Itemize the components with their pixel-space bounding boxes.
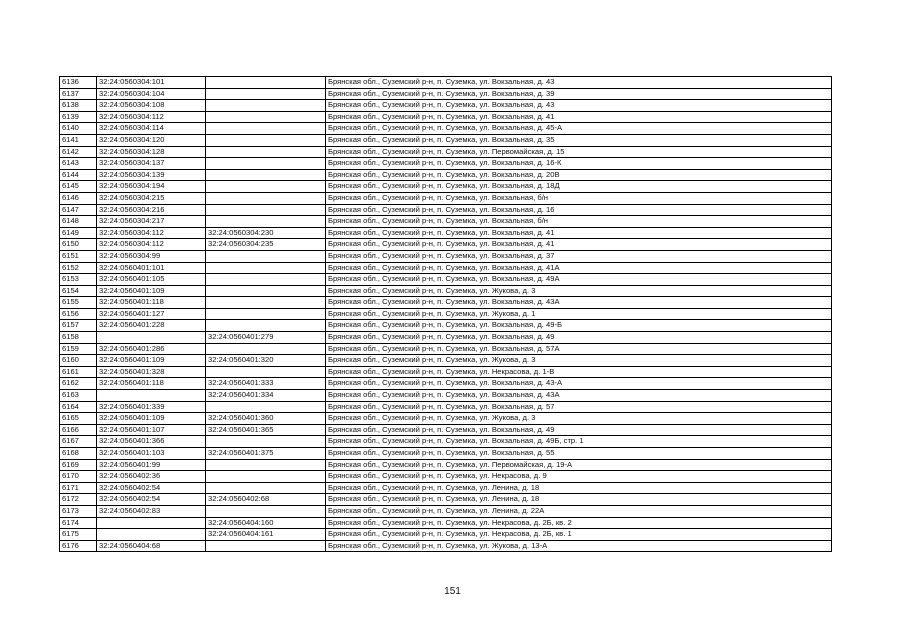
row-number-cell: 6145 [60, 181, 97, 193]
cadastral-number-cell: 32:24:0560304:128 [97, 146, 206, 158]
cadastral-number-2-cell [206, 146, 326, 158]
table-row [60, 436, 832, 448]
address-cell: Брянская обл., Суземский р-н, п. Суземка, ул. Вокзальная, д. 35 [326, 134, 832, 146]
row-number-cell: 6165 [60, 413, 97, 425]
table-row [60, 285, 832, 297]
address-cell: Брянская обл., Суземский р-н, п. Суземка, ул. Вокзальная, д. 49Б, стр. 1 [326, 436, 832, 448]
address-cell: Брянская обл., Суземский р-н, п. Суземка, ул. Вокзальная, д. 49-Б [326, 320, 832, 332]
address-cell: Брянская обл., Суземский р-н, п. Суземка, ул. Вокзальная, д. 41 [326, 227, 832, 239]
row-number-cell: 6161 [60, 366, 97, 378]
table-row [60, 378, 832, 390]
table-row [60, 169, 832, 181]
table-row [60, 448, 832, 460]
table-row [60, 529, 832, 541]
cadastral-number-cell: 32:24:0560304:137 [97, 158, 206, 170]
table-row [60, 274, 832, 286]
row-number-cell: 6156 [60, 308, 97, 320]
row-number-cell: 6167 [60, 436, 97, 448]
address-cell: Брянская обл., Суземский р-н, п. Суземка, ул. Вокзальная, д. 43-А [326, 378, 832, 390]
cadastral-number-2-cell [206, 262, 326, 274]
cadastral-number-cell: 32:24:0560401:109 [97, 413, 206, 425]
table-row [60, 204, 832, 216]
cadastral-number-2-cell [206, 88, 326, 100]
address-cell: Брянская обл., Суземский р-н, п. Суземка, ул. Вокзальная, д. 49 [326, 332, 832, 344]
table-row [60, 494, 832, 506]
row-number-cell: 6153 [60, 274, 97, 286]
cadastral-number-2-cell: 32:24:0560304:230 [206, 227, 326, 239]
row-number-cell: 6138 [60, 100, 97, 112]
row-number-cell: 6142 [60, 146, 97, 158]
cadastral-number-2-cell [206, 158, 326, 170]
address-cell: Брянская обл., Суземский р-н, п. Суземка, ул. Жукова, д. 3 [326, 355, 832, 367]
address-cell: Брянская обл., Суземский р-н, п. Суземка, ул. Первомайская, д. 15 [326, 146, 832, 158]
table-row [60, 343, 832, 355]
row-number-cell: 6157 [60, 320, 97, 332]
cadastral-number-2-cell [206, 482, 326, 494]
row-number-cell: 6160 [60, 355, 97, 367]
cadastral-number-2-cell [206, 134, 326, 146]
row-number-cell: 6170 [60, 471, 97, 483]
address-cell: Брянская обл., Суземский р-н, п. Суземка, ул. Ленина, д. 18 [326, 494, 832, 506]
address-cell: Брянская обл., Суземский р-н, п. Суземка, ул. Некрасова, д. 2Б, кв. 2 [326, 517, 832, 529]
cadastral-number-2-cell [206, 343, 326, 355]
row-number-cell: 6144 [60, 169, 97, 181]
cadastral-number-cell [97, 517, 206, 529]
row-number-cell: 6159 [60, 343, 97, 355]
row-number-cell: 6151 [60, 250, 97, 262]
table-row [60, 390, 832, 402]
table-row [60, 239, 832, 251]
table-row [60, 540, 832, 552]
cadastral-number-cell: 32:24:0560404:68 [97, 540, 206, 552]
table-row [60, 482, 832, 494]
address-cell: Брянская обл., Суземский р-н, п. Суземка, ул. Некрасова, д. 2Б, кв. 1 [326, 529, 832, 541]
cadastral-number-2-cell: 32:24:0560401:333 [206, 378, 326, 390]
table-row [60, 123, 832, 135]
cadastral-number-2-cell: 32:24:0560401:375 [206, 448, 326, 460]
address-cell: Брянская обл., Суземский р-н, п. Суземка, ул. Вокзальная, д. 16 [326, 204, 832, 216]
table-row [60, 146, 832, 158]
cadastral-number-cell: 32:24:0560401:99 [97, 459, 206, 471]
cadastral-number-cell: 32:24:0560304:139 [97, 169, 206, 181]
table-row [60, 366, 832, 378]
cadastral-number-2-cell: 32:24:0560404:160 [206, 517, 326, 529]
address-cell: Брянская обл., Суземский р-н, п. Суземка, ул. Некрасова, д. 9 [326, 471, 832, 483]
row-number-cell: 6143 [60, 158, 97, 170]
table-row [60, 320, 832, 332]
cadastral-number-cell: 32:24:0560402:83 [97, 505, 206, 517]
row-number-cell: 6137 [60, 88, 97, 100]
cadastral-number-cell: 32:24:0560304:112 [97, 111, 206, 123]
cadastral-number-2-cell [206, 204, 326, 216]
cadastral-number-2-cell [206, 505, 326, 517]
table-row [60, 192, 832, 204]
cadastral-number-2-cell: 32:24:0560401:365 [206, 424, 326, 436]
cadastral-number-cell: 32:24:0560401:339 [97, 401, 206, 413]
table-row [60, 424, 832, 436]
address-cell: Брянская обл., Суземский р-н, п. Суземка, ул. Ленина, д. 18 [326, 482, 832, 494]
row-number-cell: 6168 [60, 448, 97, 460]
cadastral-number-2-cell [206, 250, 326, 262]
row-number-cell: 6146 [60, 192, 97, 204]
cadastral-number-2-cell [206, 308, 326, 320]
row-number-cell: 6139 [60, 111, 97, 123]
table-row [60, 227, 832, 239]
row-number-cell: 6149 [60, 227, 97, 239]
cadastral-number-2-cell: 32:24:0560401:334 [206, 390, 326, 402]
address-cell: Брянская обл., Суземский р-н, п. Суземка, ул. Вокзальная, д. 41А [326, 262, 832, 274]
cadastral-number-2-cell [206, 471, 326, 483]
cadastral-number-cell: 32:24:0560401:103 [97, 448, 206, 460]
cadastral-number-2-cell [206, 111, 326, 123]
cadastral-number-cell: 32:24:0560304:120 [97, 134, 206, 146]
cadastral-number-cell: 32:24:0560401:328 [97, 366, 206, 378]
cadastral-number-cell: 32:24:0560401:366 [97, 436, 206, 448]
address-cell: Брянская обл., Суземский р-н, п. Суземка, ул. Вокзальная, д. 16-К [326, 158, 832, 170]
row-number-cell: 6174 [60, 517, 97, 529]
address-cell: Брянская обл., Суземский р-н, п. Суземка, ул. Ленина, д. 22А [326, 505, 832, 517]
address-cell: Брянская обл., Суземский р-н, п. Суземка, ул. Жукова, д. 13-А [326, 540, 832, 552]
cadastral-number-cell [97, 390, 206, 402]
registry-table [59, 76, 832, 552]
address-cell: Брянская обл., Суземский р-н, п. Суземка, ул. Вокзальная, д. 41 [326, 239, 832, 251]
row-number-cell: 6141 [60, 134, 97, 146]
cadastral-number-cell: 32:24:0560304:108 [97, 100, 206, 112]
table-row [60, 134, 832, 146]
row-number-cell: 6154 [60, 285, 97, 297]
table-row [60, 401, 832, 413]
cadastral-number-2-cell [206, 285, 326, 297]
table-row [60, 413, 832, 425]
cadastral-number-2-cell [206, 77, 326, 89]
row-number-cell: 6152 [60, 262, 97, 274]
table-row [60, 181, 832, 193]
cadastral-number-2-cell: 32:24:0560401:360 [206, 413, 326, 425]
cadastral-number-2-cell [206, 169, 326, 181]
row-number-cell: 6140 [60, 123, 97, 135]
address-cell: Брянская обл., Суземский р-н, п. Суземка, ул. Вокзальная, д. 49А [326, 274, 832, 286]
table-row [60, 77, 832, 89]
cadastral-number-cell: 32:24:0560304:104 [97, 88, 206, 100]
cadastral-number-cell: 32:24:0560401:105 [97, 274, 206, 286]
cadastral-number-2-cell [206, 181, 326, 193]
cadastral-number-2-cell [206, 436, 326, 448]
cadastral-number-cell: 32:24:0560402:54 [97, 494, 206, 506]
address-cell: Брянская обл., Суземский р-н, п. Суземка, ул. Вокзальная, д. 37 [326, 250, 832, 262]
address-cell: Брянская обл., Суземский р-н, п. Суземка, ул. Жукова, д. 3 [326, 413, 832, 425]
cadastral-number-cell: 32:24:0560304:99 [97, 250, 206, 262]
table-row [60, 505, 832, 517]
cadastral-number-cell: 32:24:0560401:109 [97, 285, 206, 297]
row-number-cell: 6176 [60, 540, 97, 552]
table-row [60, 332, 832, 344]
cadastral-number-2-cell [206, 192, 326, 204]
address-cell: Брянская обл., Суземский р-н, п. Суземка, ул. Вокзальная, д. 57А [326, 343, 832, 355]
cadastral-number-cell: 32:24:0560401:107 [97, 424, 206, 436]
address-cell: Брянская обл., Суземский р-н, п. Суземка, ул. Жукова, д. 3 [326, 285, 832, 297]
address-cell: Брянская обл., Суземский р-н, п. Суземка, ул. Жукова, д. 1 [326, 308, 832, 320]
table-row [60, 308, 832, 320]
address-cell: Брянская обл., Суземский р-н, п. Суземка, ул. Некрасова, д. 1-В [326, 366, 832, 378]
row-number-cell: 6136 [60, 77, 97, 89]
row-number-cell: 6147 [60, 204, 97, 216]
address-cell: Брянская обл., Суземский р-н, п. Суземка, ул. Вокзальная, д. 45-А [326, 123, 832, 135]
row-number-cell: 6164 [60, 401, 97, 413]
table-row [60, 100, 832, 112]
address-cell: Брянская обл., Суземский р-н, п. Суземка, ул. Вокзальная, д. 39 [326, 88, 832, 100]
cadastral-number-2-cell [206, 366, 326, 378]
page-number: 151 [444, 586, 461, 597]
table-row [60, 88, 832, 100]
row-number-cell: 6175 [60, 529, 97, 541]
cadastral-number-cell: 32:24:0560304:112 [97, 239, 206, 251]
cadastral-number-2-cell [206, 100, 326, 112]
address-cell: Брянская обл., Суземский р-н, п. Суземка, ул. Вокзальная, д. 41 [326, 111, 832, 123]
row-number-cell: 6150 [60, 239, 97, 251]
cadastral-number-2-cell [206, 459, 326, 471]
table-row [60, 262, 832, 274]
cadastral-number-2-cell: 32:24:0560401:279 [206, 332, 326, 344]
address-cell: Брянская обл., Суземский р-н, п. Суземка, ул. Вокзальная, д. 49 [326, 424, 832, 436]
cadastral-number-cell: 32:24:0560401:109 [97, 355, 206, 367]
registry-table-body [60, 77, 832, 552]
cadastral-number-cell: 32:24:0560402:54 [97, 482, 206, 494]
cadastral-number-cell: 32:24:0560304:194 [97, 181, 206, 193]
address-cell: Брянская обл., Суземский р-н, п. Суземка, ул. Вокзальная, д. 43 [326, 77, 832, 89]
cadastral-number-cell: 32:24:0560401:228 [97, 320, 206, 332]
cadastral-number-cell: 32:24:0560401:118 [97, 378, 206, 390]
table-row [60, 158, 832, 170]
cadastral-number-cell [97, 529, 206, 541]
row-number-cell: 6173 [60, 505, 97, 517]
table-row [60, 355, 832, 367]
table-row [60, 471, 832, 483]
address-cell: Брянская обл., Суземский р-н, п. Суземка, ул. Вокзальная, д. 43А [326, 390, 832, 402]
row-number-cell: 6162 [60, 378, 97, 390]
table-row [60, 459, 832, 471]
address-cell: Брянская обл., Суземский р-н, п. Суземка, ул. Вокзальная, д. 20В [326, 169, 832, 181]
table-row [60, 250, 832, 262]
table-row [60, 216, 832, 228]
cadastral-number-cell [97, 332, 206, 344]
address-cell: Брянская обл., Суземский р-н, п. Суземка, ул. Вокзальная, д. 43 [326, 100, 832, 112]
cadastral-number-2-cell: 32:24:0560402:68 [206, 494, 326, 506]
cadastral-number-cell: 32:24:0560304:112 [97, 227, 206, 239]
cadastral-number-2-cell: 32:24:0560304:235 [206, 239, 326, 251]
cadastral-number-2-cell: 32:24:0560401:320 [206, 355, 326, 367]
cadastral-number-cell: 32:24:0560401:286 [97, 343, 206, 355]
address-cell: Брянская обл., Суземский р-н, п. Суземка, ул. Вокзальная, д. 43А [326, 297, 832, 309]
cadastral-number-cell: 32:24:0560401:101 [97, 262, 206, 274]
cadastral-number-2-cell [206, 401, 326, 413]
table-row [60, 111, 832, 123]
cadastral-number-2-cell [206, 297, 326, 309]
row-number-cell: 6171 [60, 482, 97, 494]
cadastral-number-2-cell [206, 274, 326, 286]
cadastral-number-2-cell [206, 216, 326, 228]
cadastral-number-cell: 32:24:0560401:118 [97, 297, 206, 309]
row-number-cell: 6163 [60, 390, 97, 402]
table-row [60, 517, 832, 529]
row-number-cell: 6166 [60, 424, 97, 436]
address-cell: Брянская обл., Суземский р-н, п. Суземка, ул. Первомайская, д. 19-А [326, 459, 832, 471]
row-number-cell: 6148 [60, 216, 97, 228]
row-number-cell: 6169 [60, 459, 97, 471]
cadastral-number-cell: 32:24:0560304:216 [97, 204, 206, 216]
cadastral-number-2-cell [206, 540, 326, 552]
cadastral-number-2-cell: 32:24:0560404:161 [206, 529, 326, 541]
row-number-cell: 6158 [60, 332, 97, 344]
cadastral-number-cell: 32:24:0560402:36 [97, 471, 206, 483]
cadastral-number-2-cell [206, 320, 326, 332]
table-row [60, 297, 832, 309]
address-cell: Брянская обл., Суземский р-н, п. Суземка, ул. Вокзальная, б/н [326, 192, 832, 204]
row-number-cell: 6155 [60, 297, 97, 309]
cadastral-number-cell: 32:24:0560304:215 [97, 192, 206, 204]
cadastral-number-cell: 32:24:0560401:127 [97, 308, 206, 320]
row-number-cell: 6172 [60, 494, 97, 506]
cadastral-number-cell: 32:24:0560304:217 [97, 216, 206, 228]
cadastral-number-cell: 32:24:0560304:114 [97, 123, 206, 135]
address-cell: Брянская обл., Суземский р-н, п. Суземка, ул. Вокзальная, д. 55 [326, 448, 832, 460]
address-cell: Брянская обл., Суземский р-н, п. Суземка, ул. Вокзальная, д. 57 [326, 401, 832, 413]
address-cell: Брянская обл., Суземский р-н, п. Суземка, ул. Вокзальная, б/н [326, 216, 832, 228]
address-cell: Брянская обл., Суземский р-н, п. Суземка, ул. Вокзальная, д. 18Д [326, 181, 832, 193]
cadastral-number-cell: 32:24:0560304:101 [97, 77, 206, 89]
cadastral-number-2-cell [206, 123, 326, 135]
